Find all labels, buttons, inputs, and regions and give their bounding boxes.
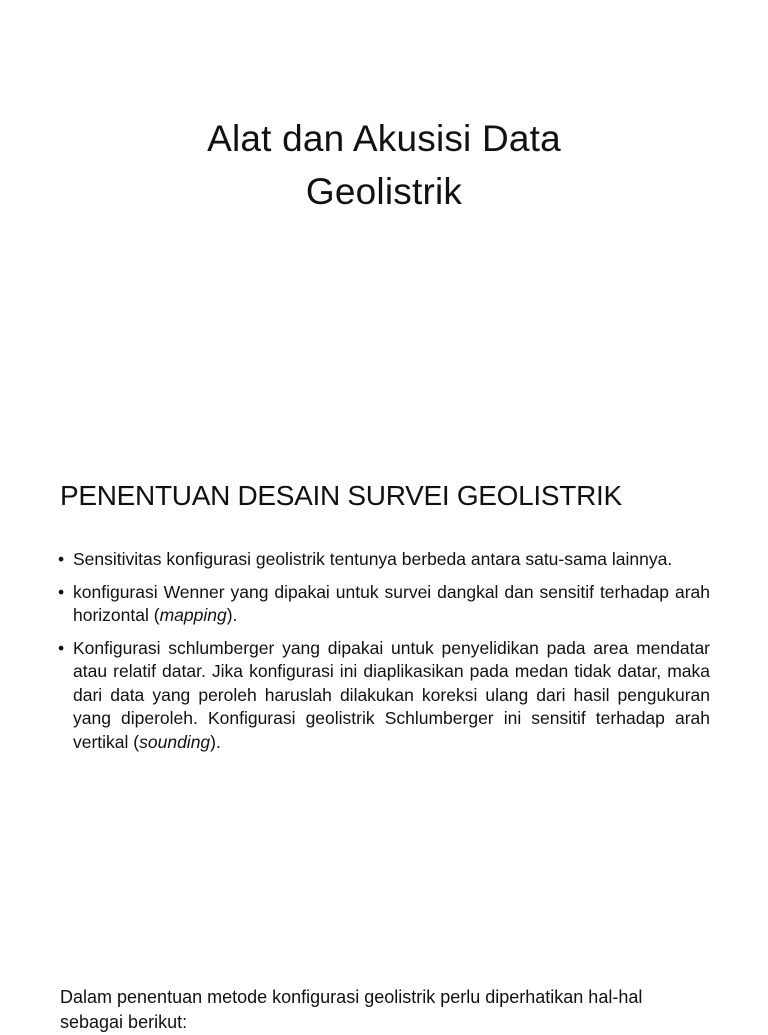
bullet-item-schlumberger [58, 637, 710, 755]
bullet-text: Sensitivitas konfigurasi geolistrik tentunya berbeda antara satu-sama lainnya. [73, 549, 673, 569]
bullet-italic-term: mapping [159, 605, 227, 625]
bullet-italic-term: sounding [139, 731, 211, 752]
slide-title-line-1: Alat dan Akusisi Data [207, 118, 561, 159]
slide-title-line-2: Geolistrik [305, 171, 463, 212]
slide-title [0, 112, 768, 218]
bullet-text-end: ). [210, 731, 221, 752]
footer-text: Dalam penentuan metode konfigurasi geolistrik perlu diperhatikan hal-hal sebagai berikut: [60, 987, 643, 1032]
bullet-text-end: ). [226, 605, 238, 625]
bullet-item-sensitivity [58, 548, 710, 572]
bullet-text: konfigurasi Wenner yang dipakai untuk survei dangkal dan sensitif terhadap arah horizontal ( [73, 581, 710, 625]
bullet-item-wenner [58, 581, 710, 628]
bullet-list [58, 548, 710, 763]
section-heading: PENENTUAN DESAIN SURVEI GEOLISTRIK [60, 480, 622, 511]
bullet-text: Konfigurasi schlumberger yang dipakai untuk penyelidikan pada area mendatar atau relatif datar. Jika konfigurasi ini diaplikasikan pada medan tidak datar, maka dari data yang peroleh haruslah dilakukan koreksi ulang dari hasil pengukuran yang diperoleh. Konfigurasi geolistrik Schlumberger ini sensitif terhadap arah vertikal ( [73, 637, 710, 752]
